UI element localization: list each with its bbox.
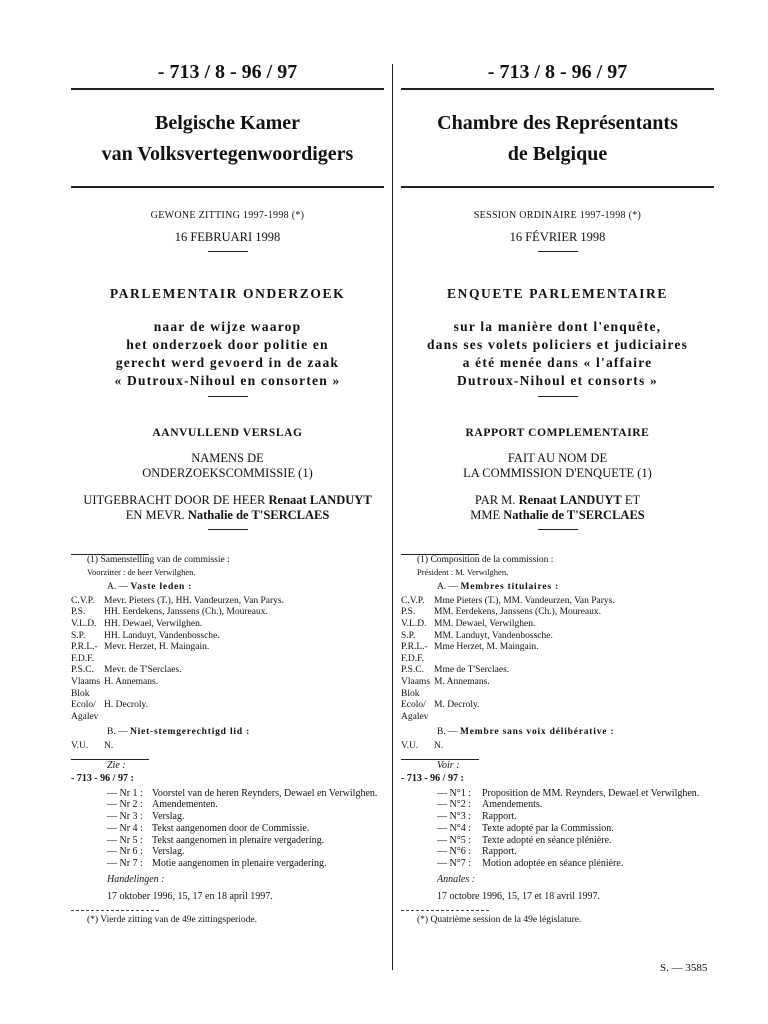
separator [208, 529, 248, 530]
subtitle-line: gerecht werd gevoerd in de zaak [115, 355, 340, 370]
author-prefix: UITGEBRACHT DOOR DE HEER [83, 493, 269, 507]
member-row [401, 654, 714, 666]
doc-title: PARLEMENTAIR ONDERZOEK [109, 286, 346, 301]
party-name: V.U. [71, 740, 89, 751]
member-row [401, 642, 714, 654]
party-name: V.L.D. [71, 618, 97, 629]
member-names: M. Decroly. [434, 700, 480, 711]
list-item [401, 823, 714, 835]
list-item [401, 799, 714, 811]
list-item [71, 835, 384, 847]
item-text: Rapport. [482, 811, 517, 823]
doc-number: - 713 / 8 - 96 / 97 [487, 61, 628, 83]
on-behalf-line: LA COMMISSION D'ENQUETE (1) [463, 466, 652, 480]
party-name: P.S. [401, 607, 416, 618]
group-label: A. — [107, 582, 131, 593]
member-row [71, 665, 384, 677]
list-item [71, 811, 384, 823]
session: SESSION ORDINAIRE 1997-1998 (*) [473, 210, 642, 221]
member-row [71, 700, 384, 712]
group-label: B. — [437, 727, 460, 738]
group-title: Membres titulaires : [460, 582, 559, 593]
member-names: MM. Landuyt, Vandenbossche. [434, 630, 553, 641]
member-names [434, 712, 714, 724]
item-number: — Nr 4 : [107, 822, 143, 834]
on-behalf [71, 451, 384, 481]
list-item [71, 823, 384, 835]
party-name: V.U. [401, 740, 419, 751]
member-names: Mme de T'Serclaes. [434, 665, 510, 676]
proceedings-dates: 17 octobre 1996, 15, 17 et 18 avril 1997. [437, 891, 601, 903]
on-behalf-line: NAMENS DE [191, 451, 264, 465]
separator [538, 396, 578, 397]
member-names [104, 689, 384, 701]
list-item [401, 811, 714, 823]
group-title: Membre sans voix délibérative : [459, 727, 615, 738]
list-item [71, 858, 384, 870]
member-row [71, 677, 384, 689]
item-text: Rapport. [482, 846, 517, 858]
dutch-column [71, 56, 384, 925]
author-prefix: EN MEVR. [125, 508, 188, 522]
see-label: Zie : [107, 759, 126, 771]
subtitle-line: sur la manière dont l'enquête, [453, 319, 662, 334]
party-name: S.P. [401, 630, 416, 641]
member-names [434, 689, 714, 701]
member-row [401, 689, 714, 701]
group-label: A. — [437, 582, 461, 593]
member-row [401, 607, 714, 619]
see-reference: - 713 - 96 / 97 : [71, 772, 134, 784]
chairman: Président : M. Verwilghen. [417, 566, 509, 577]
author-name: Renaat LANDUYT [268, 493, 372, 507]
party-name: P.R.L.- [71, 642, 98, 653]
member-row [401, 619, 714, 631]
party-name: P.S.C. [401, 665, 424, 676]
header-rule [71, 186, 384, 188]
member-names: Mme Herzet, M. Maingain. [434, 642, 539, 653]
party-name: Agalev [71, 711, 99, 722]
party-name: C.V.P. [71, 595, 95, 606]
item-text: Texte adopté en séance plénière. [482, 834, 612, 846]
chairman: Voorzitter : de heer Verwilghen. [87, 566, 196, 577]
member-names: HH. Landuyt, Vandenbossche. [104, 630, 220, 641]
item-number: — Nr 1 : [107, 787, 143, 799]
member-row [401, 700, 714, 712]
list-item [71, 788, 384, 800]
item-text: Motie aangenomen in plenaire vergadering. [152, 858, 327, 870]
chamber-name [71, 90, 384, 186]
document-list [71, 788, 384, 871]
member-row [401, 631, 714, 643]
list-item [71, 846, 384, 858]
proceedings-label: Annales : [437, 874, 476, 886]
doc-subtitle [401, 318, 714, 390]
author-name: Nathalie de T'SERCLAES [187, 508, 330, 522]
member-names: HH. Eerdekens, Janssens (Ch.), Moureaux. [104, 607, 268, 618]
composition-heading: (1) Samenstelling van de commissie : [87, 555, 230, 565]
date: 16 FÉVRIER 1998 [509, 230, 606, 244]
chamber-line-1: Chambre des Représentants [437, 112, 678, 134]
chamber-line-2: van Volksvertegenwoordigers [101, 143, 354, 165]
list-item [401, 788, 714, 800]
member-names: Mme Pieters (T.), MM. Vandeurzen, Van Parys. [434, 595, 615, 606]
list-item [401, 835, 714, 847]
footnote-rule [401, 910, 489, 911]
member-row [71, 642, 384, 654]
session: GEWONE ZITTING 1997-1998 (*) [150, 210, 305, 221]
member-row [401, 712, 714, 724]
chamber-name [401, 90, 714, 186]
author-prefix: MME [470, 508, 504, 522]
member-list [401, 596, 714, 724]
party-name: S.P. [71, 630, 86, 641]
member-list [71, 596, 384, 724]
member-names: MM. Eerdekens, Janssens (Ch.), Moureaux. [434, 607, 602, 618]
member-names: N. [104, 740, 114, 751]
party-name: Ecolo/ [401, 700, 426, 711]
member-names: N. [434, 740, 444, 751]
party-name: P.S.C. [71, 665, 94, 676]
separator [538, 529, 578, 530]
separator [208, 251, 248, 252]
author-name: Nathalie de T'SERCLAES [503, 508, 645, 522]
item-text: Proposition de MM. Reynders, Dewael et Verwilghen. [482, 787, 700, 799]
author-suffix: ET [621, 493, 641, 507]
chamber-line-2: de Belgique [507, 143, 608, 165]
member-names: Mevr. Pieters (T.), HH. Vandeurzen, Van Parys. [104, 595, 284, 606]
item-text: Verslag. [152, 811, 185, 823]
separator [538, 251, 578, 252]
item-number: — N°7 : [437, 858, 471, 870]
group-title: Vaste leden : [130, 582, 193, 593]
item-text: Voorstel van de heren Reynders, Dewael en Verwilghen. [152, 787, 378, 799]
party-name: Blok [401, 688, 420, 699]
party-name: Ecolo/ [71, 700, 96, 711]
member-names [104, 712, 384, 724]
party-name: F.D.F. [401, 653, 425, 664]
member-row [401, 741, 714, 753]
party-name: P.S. [71, 607, 86, 618]
item-number: — Nr 7 : [107, 858, 143, 870]
report-type: RAPPORT COMPLEMENTAIRE [465, 427, 650, 439]
member-names: Mevr. Herzet, H. Maingain. [104, 642, 210, 653]
member-row [401, 665, 714, 677]
item-text: Verslag. [152, 846, 185, 858]
item-number: — Nr 3 : [107, 811, 143, 823]
item-text: Tekst aangenomen door de Commissie. [152, 822, 310, 834]
list-item [71, 799, 384, 811]
item-text: Amendements. [482, 799, 543, 811]
subtitle-line: dans ses volets policiers et judiciaires [426, 337, 689, 352]
party-name: Vlaams [401, 676, 431, 687]
item-text: Amendementen. [152, 799, 218, 811]
member-names [434, 654, 714, 666]
party-name: F.D.F. [71, 653, 95, 664]
on-behalf-line: FAIT AU NOM DE [507, 451, 608, 465]
authors [71, 493, 384, 523]
composition-footnote [71, 555, 384, 753]
composition-heading: (1) Composition de la commission : [417, 555, 554, 565]
composition-footnote [401, 555, 714, 753]
list-item [401, 846, 714, 858]
french-column [401, 56, 714, 925]
date: 16 FEBRUARI 1998 [174, 230, 281, 244]
party-name: Blok [71, 688, 90, 699]
list-item [401, 858, 714, 870]
member-row [71, 689, 384, 701]
member-names: M. Annemans. [434, 676, 490, 687]
party-name: C.V.P. [401, 595, 425, 606]
on-behalf-line: ONDERZOEKSCOMMISSIE (1) [142, 466, 313, 480]
session-footnote: (*) Vierde zitting van de 49e zittingsperiode. [87, 915, 257, 926]
item-text: Texte adopté par la Commission. [482, 822, 614, 834]
member-row [71, 741, 384, 753]
doc-number: - 713 / 8 - 96 / 97 [157, 61, 298, 83]
see-label: Voir : [437, 759, 460, 771]
item-number: — Nr 2 : [107, 799, 143, 811]
document-list [401, 788, 714, 871]
member-names: H. Decroly. [104, 700, 148, 711]
proceedings-label: Handelingen : [107, 874, 165, 886]
separator [208, 396, 248, 397]
member-names: HH. Dewael, Verwilghen. [104, 618, 203, 629]
subtitle-line: « Dutroux-Nihoul en consorten » [114, 373, 341, 388]
item-number: — N°5 : [437, 834, 471, 846]
footnote-rule [71, 910, 159, 911]
column-divider [392, 64, 393, 970]
member-row [71, 631, 384, 643]
member-row [71, 619, 384, 631]
member-names [104, 654, 384, 666]
group-title: Niet-stemgerechtigd lid : [129, 727, 251, 738]
doc-subtitle [71, 318, 384, 390]
member-names: H. Annemans. [104, 676, 159, 687]
see-reference: - 713 - 96 / 97 : [401, 772, 464, 784]
chamber-line-1: Belgische Kamer [155, 112, 300, 134]
session-footnote: (*) Quatrième session de la 49e législature. [417, 915, 582, 926]
item-number: — N°1 : [437, 787, 471, 799]
item-number: — N°4 : [437, 822, 471, 834]
subtitle-line: Dutroux-Nihoul et consorts » [457, 373, 658, 388]
member-row [71, 607, 384, 619]
item-number: — Nr 5 : [107, 834, 143, 846]
member-row [401, 677, 714, 689]
subtitle-line: naar de wijze waarop [153, 319, 302, 334]
member-names: Mevr. de T'Serclaes. [104, 665, 182, 676]
subtitle-line: a été menée dans « l'affaire [462, 355, 653, 370]
item-number: — N°6 : [437, 846, 471, 858]
member-row [71, 596, 384, 608]
party-name: P.R.L.- [401, 642, 428, 653]
subtitle-line: het onderzoek door politie en [126, 337, 329, 352]
doc-title: ENQUETE PARLEMENTAIRE [447, 286, 668, 301]
item-text: Motion adoptée en séance plénière. [482, 858, 624, 870]
item-number: — N°3 : [437, 811, 471, 823]
author-prefix: PAR M. [474, 493, 519, 507]
item-text: Tekst aangenomen in plenaire vergadering. [152, 834, 325, 846]
item-number: — N°2 : [437, 799, 471, 811]
header-rule [401, 186, 714, 188]
member-row [401, 596, 714, 608]
item-number: — Nr 6 : [107, 846, 143, 858]
on-behalf [401, 451, 714, 481]
authors [401, 493, 714, 523]
page-number: S. — 3585 [660, 962, 708, 974]
party-name: Vlaams [71, 676, 101, 687]
group-label: B. — [107, 727, 130, 738]
author-name: Renaat LANDUYT [518, 493, 622, 507]
proceedings-dates: 17 oktober 1996, 15, 17 en 18 april 1997. [107, 891, 273, 903]
party-name: V.L.D. [401, 618, 427, 629]
member-row [71, 712, 384, 724]
report-type: AANVULLEND VERSLAG [152, 427, 303, 439]
member-names: MM. Dewael, Verwilghen. [434, 618, 536, 629]
party-name: Agalev [401, 711, 429, 722]
member-row [71, 654, 384, 666]
